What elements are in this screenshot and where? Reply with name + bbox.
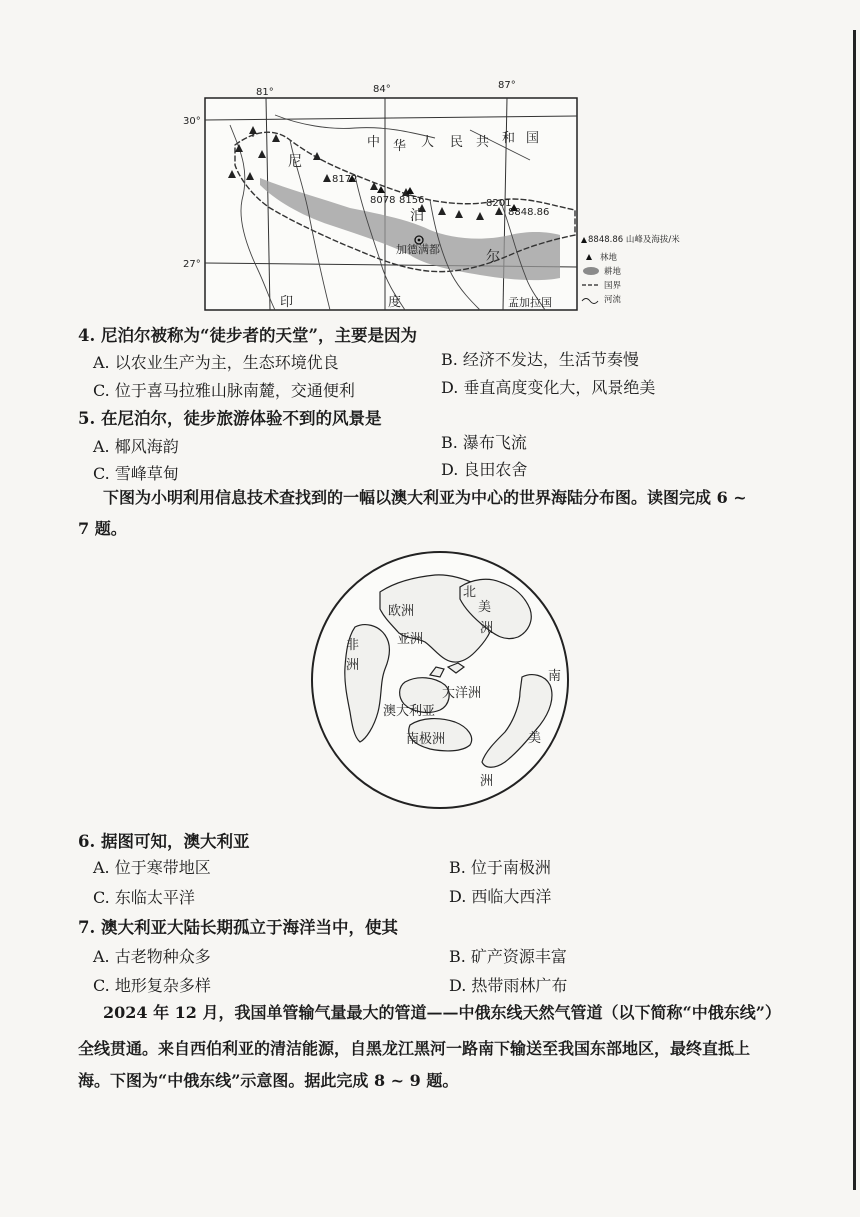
q6-option-d[interactable]: D. 西临大西洋 bbox=[449, 887, 552, 906]
label-south-america-3: 洲 bbox=[480, 774, 494, 789]
q7-option-d[interactable]: D. 热带雨林广布 bbox=[449, 976, 568, 995]
svg-text:共: 共 bbox=[476, 135, 490, 150]
label-europe: 欧洲 bbox=[388, 604, 415, 619]
label-australia: 澳大利亚 bbox=[383, 704, 436, 719]
label-north-america-1: 北 bbox=[463, 585, 477, 600]
intro-6-7-line2: 7 题。 bbox=[78, 519, 127, 538]
map-legend bbox=[581, 234, 680, 305]
q5-option-c[interactable]: C. 雪峰草甸 bbox=[93, 464, 179, 483]
nepal-label-3: 尔 bbox=[486, 249, 500, 265]
label-antarctica: 南极洲 bbox=[406, 732, 446, 747]
svg-text:民: 民 bbox=[450, 135, 464, 150]
q6-option-a[interactable]: A. 位于寒带地区 bbox=[93, 858, 211, 877]
lat-label: 30° bbox=[183, 116, 201, 127]
q4-option-d[interactable]: D. 垂直高度变化大，风景绝美 bbox=[441, 378, 656, 397]
label-africa-1: 非 bbox=[346, 638, 360, 653]
q4-option-a[interactable]: A. 以农业生产为主，生态环境优良 bbox=[93, 353, 339, 372]
question-4-stem: 4. 尼泊尔被称为“徒步者的天堂”，主要是因为 bbox=[78, 326, 417, 345]
intro-8-9-line2: 全线贯通。来自西伯利亚的清洁能源，自黑龙江黑河一路南下输送至我国东部地区，最终直抵上 bbox=[78, 1039, 751, 1058]
intro-6-7-line1: 下图为小明利用信息技术查找到的一幅以澳大利亚为中心的世界海陆分布图。读图完成 6 ~ bbox=[103, 488, 747, 507]
peak-value: 8848.86 bbox=[508, 207, 550, 218]
svg-text:和: 和 bbox=[502, 131, 516, 146]
q7-option-a[interactable]: A. 古老物种众多 bbox=[93, 947, 211, 966]
nepal-label-2: 泊 bbox=[410, 208, 424, 224]
q5-option-d[interactable]: D. 良田农舍 bbox=[441, 460, 528, 479]
q5-option-a[interactable]: A. 椰风海韵 bbox=[93, 437, 179, 456]
legend-farmland-icon bbox=[583, 267, 599, 275]
q4-option-c[interactable]: C. 位于喜马拉雅山脉南麓，交通便利 bbox=[93, 381, 355, 400]
label-africa-2: 洲 bbox=[346, 658, 360, 673]
label-south-america-2: 美 bbox=[528, 731, 542, 746]
label-oceania: 大洋洲 bbox=[442, 686, 482, 701]
label-asia: 亚洲 bbox=[397, 632, 424, 647]
q5-option-b[interactable]: B. 瀑布飞流 bbox=[441, 433, 527, 452]
world-map bbox=[300, 547, 580, 812]
lat-label: 27° bbox=[183, 259, 201, 270]
page-edge-line bbox=[853, 30, 856, 1190]
legend-farmland-text: 耕地 bbox=[604, 267, 622, 277]
capital-dot bbox=[418, 239, 421, 242]
legend-peak-icon bbox=[581, 237, 587, 243]
bangladesh-label: 孟加拉国 bbox=[508, 296, 552, 309]
svg-text:中: 中 bbox=[367, 135, 381, 150]
q7-option-c[interactable]: C. 地形复杂多样 bbox=[93, 976, 211, 995]
q4-option-b[interactable]: B. 经济不发达，生活节奏慢 bbox=[441, 350, 639, 369]
legend-forest-icon bbox=[586, 254, 592, 260]
q6-option-b[interactable]: B. 位于南极洲 bbox=[449, 858, 551, 877]
intro-8-9-line1: 2024 年 12 月，我国单管输气量最大的管道——中俄东线天然气管道（以下简称“中俄东线”） bbox=[103, 1003, 781, 1022]
legend-forest-text: 林地 bbox=[600, 253, 618, 263]
india-label-1: 印 bbox=[280, 295, 294, 310]
legend-river-text: 河流 bbox=[604, 295, 622, 305]
q6-option-c[interactable]: C. 东临太平洋 bbox=[93, 888, 195, 907]
legend-river-icon bbox=[582, 299, 598, 304]
label-south-america-1: 南 bbox=[548, 669, 562, 684]
peak-value: 8201 bbox=[486, 198, 512, 209]
nepal-map bbox=[180, 70, 700, 320]
india-label-2: 度 bbox=[388, 295, 402, 310]
question-5-stem: 5. 在尼泊尔，徒步旅游体验不到的风景是 bbox=[78, 409, 382, 428]
label-north-america-2: 美 bbox=[478, 600, 492, 615]
svg-text:人: 人 bbox=[421, 135, 435, 150]
nepal-label-1: 尼 bbox=[288, 154, 302, 170]
legend-peak-text: 8848.86 山峰及海拔/米 bbox=[588, 235, 680, 245]
peak-value: 8172 bbox=[332, 174, 358, 185]
intro-8-9-line3: 海。下图为“中俄东线”示意图。据此完成 8 ~ 9 题。 bbox=[78, 1071, 459, 1090]
peak-value: 8156 bbox=[399, 195, 425, 206]
lon-label: 84° bbox=[373, 84, 391, 95]
q7-option-b[interactable]: B. 矿产资源丰富 bbox=[449, 947, 567, 966]
peak-value: 8078 bbox=[370, 195, 396, 206]
svg-text:华: 华 bbox=[393, 139, 407, 154]
svg-text:国: 国 bbox=[526, 131, 540, 146]
capital-label: 加德满都 bbox=[396, 243, 440, 256]
legend-border-text: 国界 bbox=[604, 281, 622, 291]
label-north-america-3: 洲 bbox=[480, 621, 494, 636]
question-7-stem: 7. 澳大利亚大陆长期孤立于海洋当中，使其 bbox=[78, 918, 398, 937]
question-6-stem: 6. 据图可知，澳大利亚 bbox=[78, 832, 250, 851]
lon-label: 87° bbox=[498, 80, 516, 91]
lon-label: 81° bbox=[256, 87, 274, 98]
